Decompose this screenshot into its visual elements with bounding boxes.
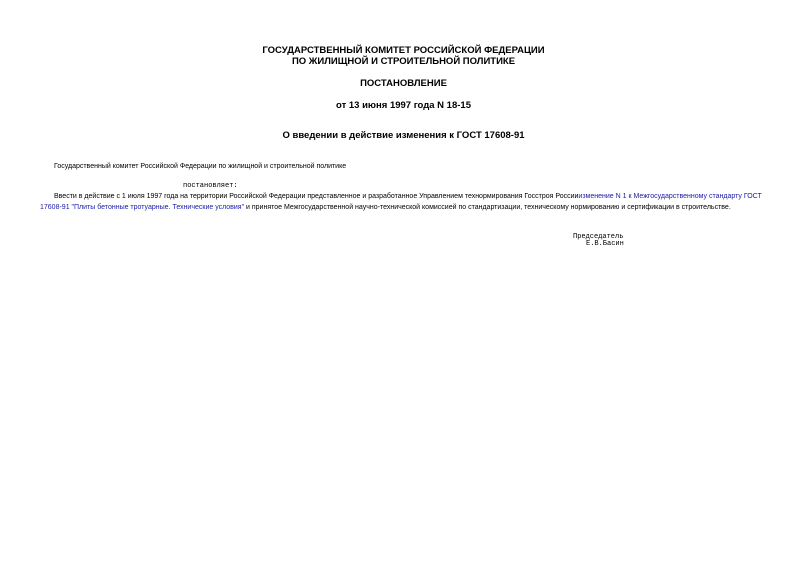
document-subject: О введении в действие изменения к ГОСТ 17608-91	[282, 130, 525, 141]
signature-title: Председатель	[573, 233, 624, 241]
amendment-link[interactable]: изменение N 1 к Межгосударственному стандарту ГОСТ 17608-91 "Плиты бетонные тротуарные. Технические условия"	[40, 193, 762, 211]
resolution-text-after-link: и принятое Межгосударственной научно-технической комиссией по стандартизации, техническому нормированию и сертификации в строительстве.	[244, 204, 731, 211]
header-organization-line2: ПО ЖИЛИЩНОЙ И СТРОИТЕЛЬНОЙ ПОЛИТИКЕ	[291, 56, 516, 67]
resolution-text-before-link: Ввести в действие с 1 июля 1997 года на территории Российской Федерации представленное и разработанное Управлением технормирования Госстроя России	[54, 193, 579, 200]
header-organization-line1: ГОСУДАРСТВЕННЫЙ КОМИТЕТ РОССИЙСКОЙ ФЕДЕРАЦИИ	[262, 45, 545, 56]
resolution-paragraph	[40, 191, 770, 213]
document-date-number: от 13 июня 1997 года N 18-15	[336, 100, 471, 111]
document-type: ПОСТАНОВЛЕНИЕ	[360, 78, 447, 89]
intro-paragraph: Государственный комитет Российской Федерации по жилищной и строительной политике	[54, 163, 347, 170]
signature-name: Е.В.Басин	[586, 240, 624, 248]
resolves-word: постановляет:	[183, 182, 238, 190]
